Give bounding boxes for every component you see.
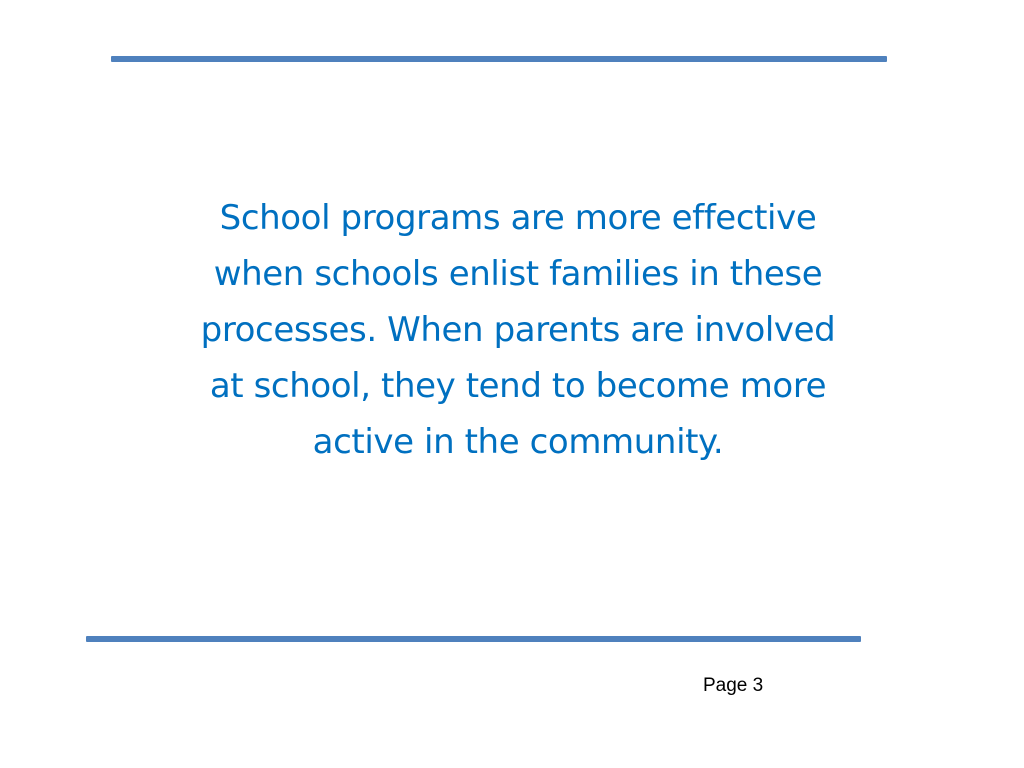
top-divider-line xyxy=(111,56,887,62)
body-line-3: processes. When parents are involved xyxy=(200,310,836,350)
bottom-divider-line xyxy=(86,636,861,642)
body-line-5: active in the community. xyxy=(312,422,724,462)
body-line-2: when schools enlist families in these xyxy=(213,254,823,294)
body-line-1: School programs are more effective xyxy=(219,198,817,238)
page-number: Page 3 xyxy=(703,675,764,696)
body-line-4: at school, they tend to become more xyxy=(209,366,827,406)
slide-body-text xyxy=(160,190,876,470)
